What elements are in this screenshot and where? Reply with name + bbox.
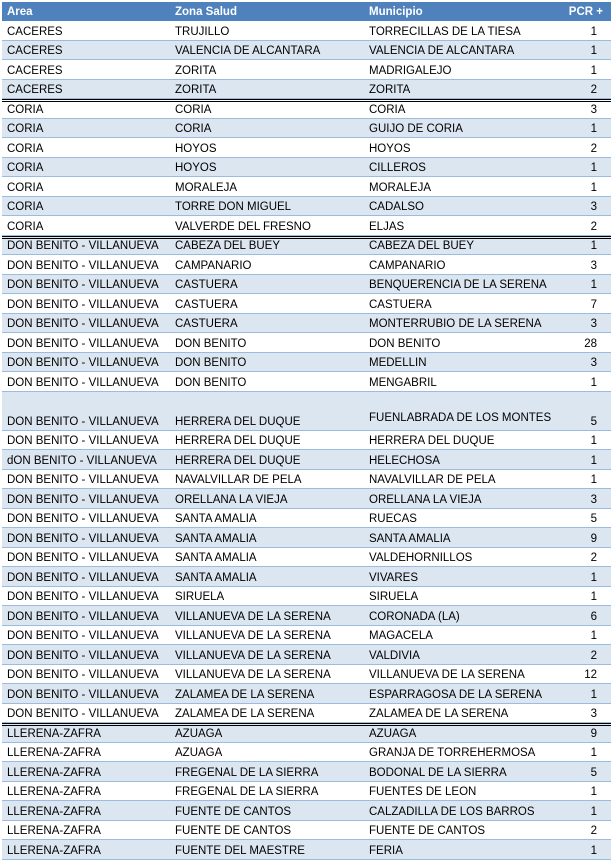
cell-pcr: 12 <box>584 669 597 681</box>
cell-pcr: 3 <box>590 259 597 272</box>
table-row <box>2 489 611 509</box>
cell-pcr: 2 <box>590 142 597 155</box>
table-row <box>2 431 611 451</box>
table-row <box>2 626 611 646</box>
cell-pcr: 2 <box>590 825 597 837</box>
cell-municipio: MADRIGALEJO <box>369 64 452 77</box>
cell-municipio: CALZADILLA DE LOS BARROS <box>369 805 535 818</box>
cell-area: DON BENITO - VILLANUEVA <box>7 591 159 603</box>
cell-pcr: 1 <box>590 240 597 252</box>
cell-pcr: 3 <box>590 103 597 116</box>
cell-municipio: CORIA <box>369 103 406 116</box>
cell-municipio: MORALEJA <box>369 181 431 194</box>
cell-pcr: 1 <box>590 474 597 486</box>
table-row <box>2 60 611 80</box>
table-row <box>2 275 611 295</box>
cell-municipio: VIVARES <box>369 571 418 584</box>
cell-municipio: CASTUERA <box>369 298 432 311</box>
cell-area: DON BENITO - VILLANUEVA <box>7 649 159 662</box>
cell-pcr: 1 <box>590 805 597 818</box>
table-row <box>2 372 611 392</box>
cell-zona-salud: FUENTE DEL MAESTRE <box>175 844 305 857</box>
cell-zona-salud: ORELLANA LA VIEJA <box>175 493 288 506</box>
cell-municipio: ESPARRAGOSA DE LA SERENA <box>369 688 542 701</box>
cell-zona-salud: VALENCIA DE ALCANTARA <box>175 45 321 57</box>
cell-municipio: CABEZA DEL BUEY <box>369 240 475 252</box>
cell-zona-salud: HERRERA DEL DUQUE <box>175 454 301 467</box>
table-row <box>2 684 611 704</box>
cell-zona-salud: VILLANUEVA DE LA SERENA <box>175 669 331 681</box>
cell-municipio: BODONAL DE LA SIERRA <box>369 766 507 779</box>
cell-municipio: FUENTES DE LEON <box>369 786 477 798</box>
cell-zona-salud: CAMPANARIO <box>175 259 252 272</box>
cell-pcr: 1 <box>590 162 597 174</box>
table-row <box>2 99 611 119</box>
table-row <box>2 821 611 841</box>
cell-area: DON BENITO - VILLANUEVA <box>7 240 159 252</box>
table-row <box>2 840 611 860</box>
table-body <box>2 21 611 860</box>
table-row <box>2 782 611 802</box>
cell-pcr: 5 <box>590 766 597 779</box>
cell-municipio: MAGACELA <box>369 630 433 642</box>
cell-area: DON BENITO - VILLANUEVA <box>7 669 159 681</box>
cell-area: CORIA <box>7 123 44 135</box>
cell-municipio: MEDELLIN <box>369 357 427 369</box>
cell-pcr: 3 <box>590 493 597 506</box>
cell-area: DON BENITO - VILLANUEVA <box>7 493 159 506</box>
table-row <box>2 645 611 665</box>
table-row <box>2 548 611 568</box>
cell-pcr: 2 <box>590 84 597 96</box>
cell-area: LLERENA-ZAFRA <box>7 747 101 759</box>
cell-area: LLERENA-ZAFRA <box>7 766 101 779</box>
cell-zona-salud: DON BENITO <box>175 337 247 350</box>
cell-zona-salud: TORRE DON MIGUEL <box>175 201 292 213</box>
header-area: Área <box>7 5 33 18</box>
table-row <box>2 723 611 743</box>
cell-pcr: 1 <box>590 123 597 135</box>
cell-municipio: NAVALVILLAR DE PELA <box>369 474 496 486</box>
cell-area: DON BENITO - VILLANUEVA <box>7 630 159 642</box>
cell-area: CORIA <box>7 103 44 116</box>
cell-area: CÁCERES <box>7 25 63 38</box>
cell-area: LLERENA-ZAFRA <box>7 805 101 818</box>
cell-zona-salud: DON BENITO <box>175 376 247 389</box>
cell-pcr: 3 <box>590 318 597 330</box>
cell-area: DON BENITO - VILLANUEVA <box>7 259 159 272</box>
cell-zona-salud: CORIA <box>175 123 212 135</box>
cell-pcr: 2 <box>590 220 597 233</box>
table-row <box>2 177 611 197</box>
cell-zona-salud: DON BENITO <box>175 357 247 369</box>
cell-pcr: 1 <box>590 64 597 77</box>
cell-municipio: GUIJO DE CORIA <box>369 123 463 135</box>
cell-municipio: VALDEHORNILLOS <box>369 552 473 564</box>
cell-zona-salud: VILLANUEVA DE LA SERENA <box>175 630 331 642</box>
table-row <box>2 762 611 782</box>
table-row <box>2 314 611 334</box>
cell-zona-salud: ZORITA <box>175 64 217 77</box>
cell-area: DON BENITO - VILLANUEVA <box>7 376 159 389</box>
cell-zona-salud: HERRERA DEL DUQUE <box>175 415 301 428</box>
cell-municipio: RUECAS <box>369 513 417 525</box>
cell-municipio: VALDIVIA <box>369 649 420 662</box>
cell-area: LLERENA-ZAFRA <box>7 786 101 798</box>
cell-area: DON BENITO - VILLANUEVA <box>7 415 159 428</box>
table-row <box>2 704 611 724</box>
cell-area: LLERENA-ZAFRA <box>7 825 101 837</box>
table-row <box>2 353 611 373</box>
table-row <box>2 587 611 607</box>
header-pcr: PCR + <box>568 5 603 18</box>
cell-pcr: 3 <box>590 201 597 213</box>
cell-municipio: ORELLANA LA VIEJA <box>369 493 482 506</box>
cell-municipio: MENGABRIL <box>369 376 437 389</box>
cell-area: DON BENITO - VILLANUEVA <box>7 279 159 291</box>
cell-area: DON BENITO - VILLANUEVA <box>7 688 159 701</box>
header-municipio: Municipio <box>369 5 423 18</box>
cell-pcr: 1 <box>590 786 597 798</box>
cell-area: LLERENA-ZAFRA <box>7 727 101 740</box>
pcr-table <box>2 2 611 860</box>
cell-municipio: BENQUERENCIA DE LA SERENA <box>369 279 547 291</box>
cell-area: CÁCERES <box>7 84 63 96</box>
cell-zona-salud: ZALAMEA DE LA SERENA <box>175 708 315 720</box>
table-row <box>2 470 611 490</box>
table-row <box>2 216 611 236</box>
cell-municipio: DON BENITO <box>369 337 441 350</box>
table-header <box>2 2 611 21</box>
cell-area: DON BENITO - VILLANUEVA <box>7 435 159 447</box>
cell-zona-salud: TRUJILLO <box>175 25 230 38</box>
table-row <box>2 119 611 139</box>
table-row <box>2 509 611 529</box>
cell-area: DON BENITO - VILLANUEVA <box>7 357 159 369</box>
table-row <box>2 236 611 256</box>
cell-zona-salud: AZUAGA <box>175 747 223 759</box>
cell-pcr: 9 <box>590 727 597 740</box>
cell-pcr: 1 <box>590 279 597 291</box>
cell-pcr: 1 <box>590 844 597 857</box>
cell-pcr: 9 <box>590 532 597 545</box>
cell-municipio: ZALAMEA DE LA SERENA <box>369 708 509 720</box>
table-row <box>2 801 611 821</box>
cell-municipio: FUENLABRADA DE LOS MONTES <box>369 411 552 424</box>
cell-municipio: GRANJA DE TORREHERMOSA <box>369 747 536 759</box>
cell-zona-salud: CASTUERA <box>175 318 238 330</box>
table-row <box>2 80 611 100</box>
cell-municipio: HOYOS <box>369 142 411 155</box>
cell-zona-salud: AZUAGA <box>175 727 223 740</box>
cell-municipio: FUENTE DE CANTOS <box>369 825 486 837</box>
cell-zona-salud: ZORITA <box>175 84 217 96</box>
cell-area: DON BENITO - VILLANUEVA <box>7 532 159 545</box>
cell-zona-salud: HOYOS <box>175 162 217 174</box>
cell-area: DON BENITO - VILLANUEVA <box>7 337 159 350</box>
cell-area: DON BENITO - VILLANUEVA <box>7 571 159 584</box>
table-row <box>2 197 611 217</box>
table-row <box>2 392 611 431</box>
cell-zona-salud: CASTUERA <box>175 279 238 291</box>
table-row <box>2 333 611 353</box>
cell-area: CORIA <box>7 201 44 213</box>
cell-area: DON BENITO - VILLANUEVA <box>7 513 159 525</box>
cell-pcr: 6 <box>590 610 597 623</box>
table-row <box>2 21 611 41</box>
cell-zona-salud: FREGENAL DE LA SIERRA <box>175 786 319 798</box>
table-row <box>2 450 611 470</box>
cell-area: CORIA <box>7 181 44 194</box>
cell-municipio: CILLEROS <box>369 162 426 174</box>
cell-area: CÁCERES <box>7 45 63 57</box>
cell-municipio: HELECHOSA <box>369 454 440 467</box>
cell-zona-salud: HERRERA DEL DUQUE <box>175 435 301 447</box>
cell-area: DON BENITO - VILLANUEVA <box>7 708 159 720</box>
cell-area: DON BENITO - VILLANUEVA <box>7 610 159 623</box>
cell-municipio: HERRERA DEL DUQUE <box>369 435 495 447</box>
cell-municipio: ELJAS <box>369 220 405 233</box>
cell-zona-salud: NAVALVILLAR DE PELA <box>175 474 302 486</box>
cell-pcr: 1 <box>590 571 597 584</box>
cell-pcr: 1 <box>590 454 597 467</box>
table-row <box>2 665 611 685</box>
cell-pcr: 5 <box>590 513 597 525</box>
cell-zona-salud: CABEZA DEL BUEY <box>175 240 281 252</box>
cell-zona-salud: CASTUERA <box>175 298 238 311</box>
cell-pcr: 1 <box>590 630 597 642</box>
cell-pcr: 3 <box>590 708 597 720</box>
cell-pcr: 5 <box>590 415 597 428</box>
cell-area: LLERENA-ZAFRA <box>7 844 101 857</box>
table-row <box>2 138 611 158</box>
cell-area: CORIA <box>7 162 44 174</box>
cell-area: DON BENITO - VILLANUEVA <box>7 318 159 330</box>
cell-municipio: CADALSO <box>369 201 424 213</box>
cell-pcr: 7 <box>590 298 597 311</box>
table-row <box>2 606 611 626</box>
cell-pcr: 2 <box>590 552 597 564</box>
cell-pcr: 3 <box>590 357 597 369</box>
cell-municipio: FERIA <box>369 844 403 857</box>
cell-zona-salud: VILLANUEVA DE LA SERENA <box>175 649 331 662</box>
cell-area: CORIA <box>7 142 44 155</box>
cell-municipio: CAMPANARIO <box>369 259 446 272</box>
cell-municipio: CORONADA (LA) <box>369 610 460 623</box>
cell-pcr: 28 <box>584 337 597 350</box>
cell-zona-salud: SANTA AMALIA <box>175 513 257 525</box>
cell-municipio: SIRUELA <box>369 591 419 603</box>
cell-pcr: 2 <box>590 649 597 662</box>
cell-area: DON BENITO - VILLANUEVA <box>7 474 159 486</box>
table-row <box>2 528 611 548</box>
cell-area: CORIA <box>7 220 44 233</box>
cell-municipio: AZUAGA <box>369 727 417 740</box>
cell-zona-salud: HOYOS <box>175 142 217 155</box>
table-row <box>2 743 611 763</box>
cell-zona-salud: SANTA AMALIA <box>175 552 257 564</box>
cell-municipio: VILLANUEVA DE LA SERENA <box>369 669 525 681</box>
cell-area: CÁCERES <box>7 64 63 77</box>
cell-zona-salud: SANTA AMALIA <box>175 532 257 545</box>
cell-area: dON BENITO - VILLANUEVA <box>7 454 157 467</box>
cell-zona-salud: FUENTE DE CANTOS <box>175 825 292 837</box>
table-row <box>2 294 611 314</box>
cell-area: DON BENITO - VILLANUEVA <box>7 552 159 564</box>
table-row <box>2 255 611 275</box>
cell-zona-salud: FREGENAL DE LA SIERRA <box>175 766 319 779</box>
table-row <box>2 567 611 587</box>
cell-municipio: ZORITA <box>369 84 411 96</box>
cell-pcr: 1 <box>590 747 597 759</box>
cell-pcr: 1 <box>590 376 597 389</box>
cell-zona-salud: MORALEJA <box>175 181 237 194</box>
cell-municipio: VALENCIA DE ALCANTARA <box>369 45 515 57</box>
cell-zona-salud: FUENTE DE CANTOS <box>175 805 292 818</box>
cell-zona-salud: SANTA AMALIA <box>175 571 257 584</box>
cell-zona-salud: VILLANUEVA DE LA SERENA <box>175 610 331 623</box>
cell-zona-salud: VALVERDE DEL FRESNO <box>175 220 311 233</box>
table-row <box>2 41 611 61</box>
table-row <box>2 158 611 178</box>
cell-pcr: 1 <box>590 688 597 701</box>
cell-zona-salud: SIRUELA <box>175 591 225 603</box>
cell-pcr: 1 <box>590 435 597 447</box>
cell-pcr: 1 <box>590 591 597 603</box>
cell-zona-salud: CORIA <box>175 103 212 116</box>
cell-municipio: TORRECILLAS DE LA TIESA <box>369 25 521 38</box>
cell-municipio: SANTA AMALIA <box>369 532 451 545</box>
header-zona-salud: Zona Salud <box>175 5 237 18</box>
cell-municipio: MONTERRUBIO DE LA SERENA <box>369 318 542 330</box>
cell-area: DON BENITO - VILLANUEVA <box>7 298 159 311</box>
cell-zona-salud: ZALAMEA DE LA SERENA <box>175 688 315 701</box>
cell-pcr: 1 <box>590 181 597 194</box>
cell-pcr: 1 <box>590 25 597 38</box>
cell-pcr: 1 <box>590 45 597 57</box>
